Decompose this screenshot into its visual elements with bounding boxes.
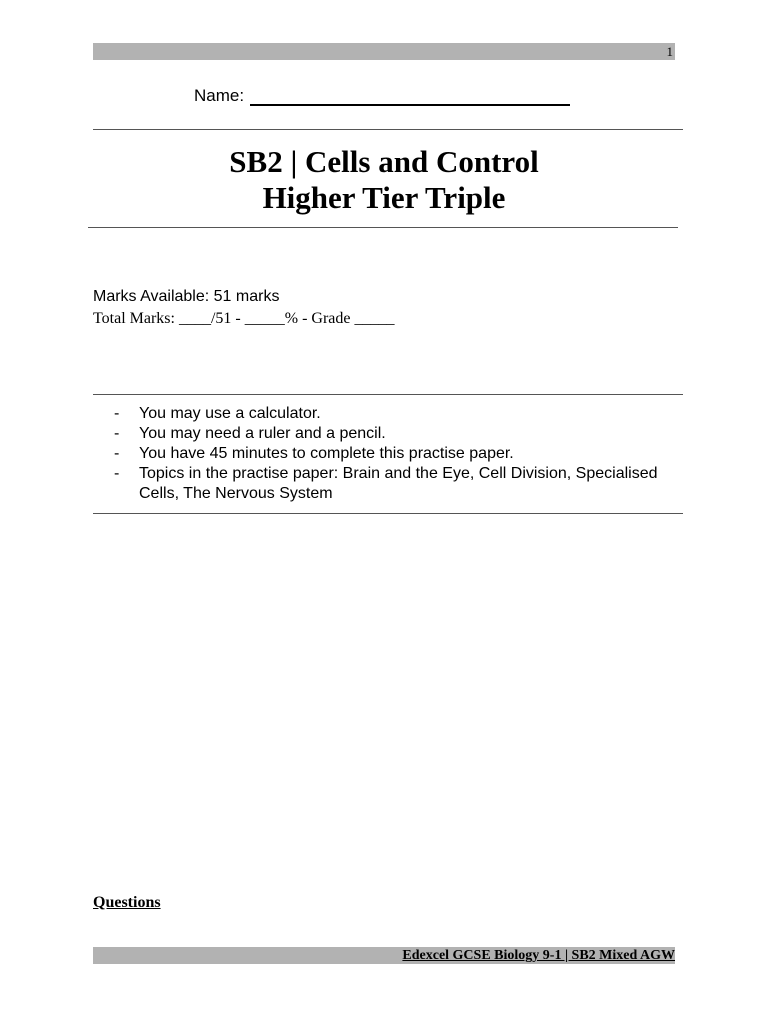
divider-instructions-bottom <box>93 513 683 514</box>
instruction-item <box>114 444 674 464</box>
bullet-dash: - <box>114 405 120 422</box>
instruction-item <box>114 464 674 504</box>
questions-heading: Questions <box>93 894 161 911</box>
bullet-dash: - <box>114 445 120 462</box>
divider-top <box>93 129 683 130</box>
instructions-list <box>114 404 674 504</box>
instruction-text: You may use a calculator. <box>139 405 321 422</box>
page-number: 1 <box>666 44 673 59</box>
title-line-1: SB2 | Cells and Control <box>229 144 539 179</box>
footer-bar <box>93 947 675 964</box>
instruction-text: You have 45 minutes to complete this practise paper. <box>139 445 514 462</box>
name-field[interactable] <box>194 86 570 110</box>
instruction-text: You may need a ruler and a pencil. <box>139 425 386 442</box>
instruction-item <box>114 404 674 424</box>
divider-title <box>88 227 678 228</box>
bullet-dash: - <box>114 425 120 442</box>
name-label: Name: <box>194 86 245 105</box>
marks-available: Marks Available: 51 marks <box>93 288 280 305</box>
bullet-dash: - <box>114 465 120 482</box>
footer-text: Edexcel GCSE Biology 9-1 | SB2 Mixed AGW <box>402 948 675 963</box>
instruction-text: Topics in the practise paper: Brain and the Eye, Cell Division, Specialised Cells, The Nervous System <box>139 465 658 502</box>
total-marks: Total Marks: ____/51 - _____% - Grade _____ <box>93 310 395 327</box>
title-line-2: Higher Tier Triple <box>262 180 506 215</box>
divider-instructions-top <box>93 394 683 395</box>
instruction-item <box>114 424 674 444</box>
name-blank-line[interactable] <box>250 86 570 106</box>
header-bar <box>93 43 675 60</box>
